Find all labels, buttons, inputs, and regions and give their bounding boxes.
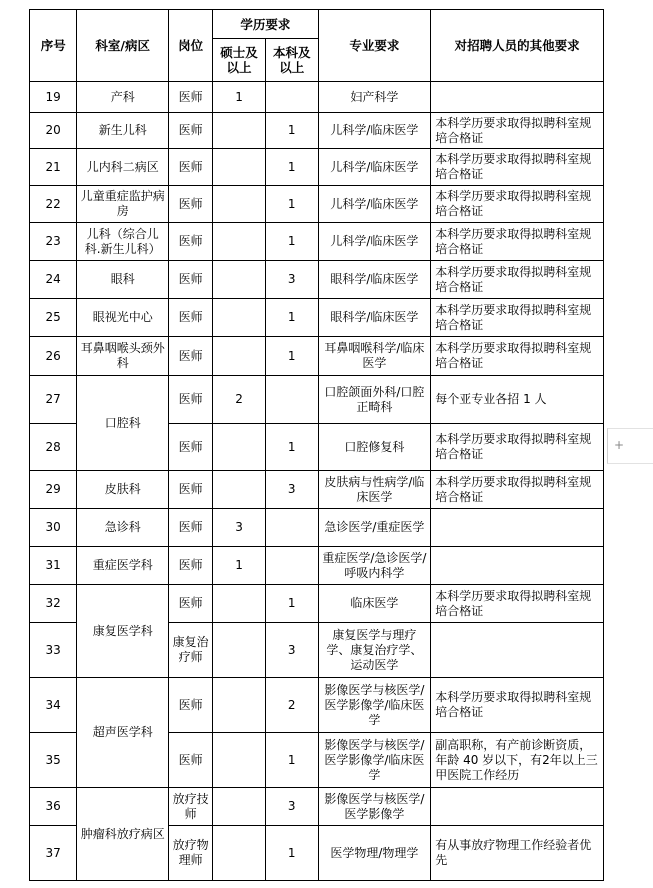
header-bachelor: 本科及以上 bbox=[265, 39, 318, 82]
cell-major: 影像医学与核医学/医学影像学/临床医学 bbox=[318, 678, 431, 733]
cell-seq: 24 bbox=[30, 261, 77, 299]
cell-dept: 儿童重症监护病房 bbox=[77, 186, 169, 223]
cell-post: 医师 bbox=[169, 113, 213, 149]
cell-dept: 耳鼻咽喉头颈外科 bbox=[77, 337, 169, 376]
cell-dept: 产科 bbox=[77, 82, 169, 113]
cell-major: 影像医学与核医学/医学影像学 bbox=[318, 788, 431, 826]
cell-dept: 康复医学科 bbox=[77, 585, 169, 678]
cell-other: 本科学历要求取得拟聘科室规培合格证 bbox=[431, 223, 604, 261]
cell-seq: 28 bbox=[30, 424, 77, 471]
cell-dept: 重症医学科 bbox=[77, 547, 169, 585]
cell-bachelor: 1 bbox=[265, 733, 318, 788]
cell-other: 本科学历要求取得拟聘科室规培合格证 bbox=[431, 585, 604, 623]
cell-post: 医师 bbox=[169, 585, 213, 623]
cell-major: 儿科学/临床医学 bbox=[318, 186, 431, 223]
cell-bachelor: 1 bbox=[265, 149, 318, 186]
header-seq: 序号 bbox=[30, 10, 77, 82]
cell-major: 眼科学/临床医学 bbox=[318, 261, 431, 299]
cell-major: 眼科学/临床医学 bbox=[318, 299, 431, 337]
cell-bachelor: 2 bbox=[265, 678, 318, 733]
cell-dept: 肿瘤科放疗病区 bbox=[77, 788, 169, 881]
cell-major: 临床医学 bbox=[318, 585, 431, 623]
table-row bbox=[30, 82, 604, 113]
cell-post: 医师 bbox=[169, 733, 213, 788]
cell-major: 口腔颌面外科/口腔正畸科 bbox=[318, 376, 431, 424]
cell-post: 医师 bbox=[169, 223, 213, 261]
cell-post: 医师 bbox=[169, 299, 213, 337]
cell-post: 医师 bbox=[169, 337, 213, 376]
cell-bachelor: 1 bbox=[265, 186, 318, 223]
table-row bbox=[30, 186, 604, 223]
cell-master bbox=[213, 337, 266, 376]
cell-seq: 30 bbox=[30, 509, 77, 547]
cell-post: 医师 bbox=[169, 186, 213, 223]
cell-other: 本科学历要求取得拟聘科室规培合格证 bbox=[431, 424, 604, 471]
cell-master bbox=[213, 113, 266, 149]
cell-bachelor: 3 bbox=[265, 471, 318, 509]
cell-bachelor: 1 bbox=[265, 337, 318, 376]
table-row bbox=[30, 113, 604, 149]
cell-dept: 皮肤科 bbox=[77, 471, 169, 509]
cell-major: 康复医学与理疗学、康复治疗学、运动医学 bbox=[318, 623, 431, 678]
cell-post: 医师 bbox=[169, 424, 213, 471]
cell-bachelor bbox=[265, 376, 318, 424]
cell-bachelor: 1 bbox=[265, 826, 318, 881]
cell-seq: 34 bbox=[30, 678, 77, 733]
cell-seq: 21 bbox=[30, 149, 77, 186]
cell-other: 每个亚专业各招 1 人 bbox=[431, 376, 604, 424]
cell-master bbox=[213, 149, 266, 186]
table-row bbox=[30, 299, 604, 337]
cell-master bbox=[213, 299, 266, 337]
plus-icon: + bbox=[614, 438, 625, 452]
cell-post: 医师 bbox=[169, 471, 213, 509]
cell-post: 医师 bbox=[169, 149, 213, 186]
cell-other: 本科学历要求取得拟聘科室规培合格证 bbox=[431, 471, 604, 509]
cell-master: 2 bbox=[213, 376, 266, 424]
cell-master bbox=[213, 186, 266, 223]
header-other: 对招聘人员的其他要求 bbox=[431, 10, 604, 82]
cell-other: 有从事放疗物理工作经验者优先 bbox=[431, 826, 604, 881]
cell-major: 耳鼻咽喉科学/临床医学 bbox=[318, 337, 431, 376]
cell-dept: 急诊科 bbox=[77, 509, 169, 547]
cell-major: 妇产科学 bbox=[318, 82, 431, 113]
cell-major: 儿科学/临床医学 bbox=[318, 113, 431, 149]
cell-bachelor: 1 bbox=[265, 223, 318, 261]
cell-other bbox=[431, 509, 604, 547]
recruitment-table-container bbox=[29, 9, 604, 881]
cell-seq: 27 bbox=[30, 376, 77, 424]
cell-master bbox=[213, 788, 266, 826]
cell-post: 放疗物理师 bbox=[169, 826, 213, 881]
cell-master: 1 bbox=[213, 82, 266, 113]
cell-bachelor bbox=[265, 82, 318, 113]
cell-bachelor: 1 bbox=[265, 585, 318, 623]
cell-seq: 37 bbox=[30, 826, 77, 881]
header-row-1 bbox=[30, 10, 604, 39]
cell-master: 3 bbox=[213, 509, 266, 547]
header-major: 专业要求 bbox=[318, 10, 431, 82]
table-row bbox=[30, 471, 604, 509]
cell-seq: 25 bbox=[30, 299, 77, 337]
cell-other bbox=[431, 547, 604, 585]
table-row bbox=[30, 678, 604, 733]
table-row bbox=[30, 547, 604, 585]
cell-dept: 眼视光中心 bbox=[77, 299, 169, 337]
cell-seq: 20 bbox=[30, 113, 77, 149]
cell-major: 口腔修复科 bbox=[318, 424, 431, 471]
header-dept: 科室/病区 bbox=[77, 10, 169, 82]
cell-dept: 眼科 bbox=[77, 261, 169, 299]
table-row bbox=[30, 223, 604, 261]
cell-post: 放疗技师 bbox=[169, 788, 213, 826]
cell-dept: 口腔科 bbox=[77, 376, 169, 471]
table-row bbox=[30, 585, 604, 623]
cell-bachelor: 1 bbox=[265, 113, 318, 149]
cell-bachelor: 3 bbox=[265, 623, 318, 678]
cell-seq: 31 bbox=[30, 547, 77, 585]
cell-bachelor: 3 bbox=[265, 788, 318, 826]
cell-post: 医师 bbox=[169, 547, 213, 585]
cell-other: 本科学历要求取得拟聘科室规培合格证 bbox=[431, 678, 604, 733]
cell-other: 本科学历要求取得拟聘科室规培合格证 bbox=[431, 149, 604, 186]
cell-bachelor: 1 bbox=[265, 299, 318, 337]
cell-dept: 新生儿科 bbox=[77, 113, 169, 149]
recruitment-table bbox=[29, 9, 604, 881]
cell-seq: 33 bbox=[30, 623, 77, 678]
cell-bachelor bbox=[265, 509, 318, 547]
cell-other: 本科学历要求取得拟聘科室规培合格证 bbox=[431, 337, 604, 376]
cell-seq: 35 bbox=[30, 733, 77, 788]
cell-other: 副高职称，有产前诊断资质，年龄 40 岁以下，有2年以上三甲医院工作经历 bbox=[431, 733, 604, 788]
cell-master bbox=[213, 826, 266, 881]
table-row bbox=[30, 509, 604, 547]
cell-major: 皮肤病与性病学/临床医学 bbox=[318, 471, 431, 509]
cell-other: 本科学历要求取得拟聘科室规培合格证 bbox=[431, 186, 604, 223]
cell-seq: 36 bbox=[30, 788, 77, 826]
cell-master bbox=[213, 678, 266, 733]
cell-master bbox=[213, 733, 266, 788]
cell-master bbox=[213, 424, 266, 471]
table-row bbox=[30, 376, 604, 424]
header-edu: 学历要求 bbox=[213, 10, 318, 39]
cell-post: 医师 bbox=[169, 678, 213, 733]
cell-other: 本科学历要求取得拟聘科室规培合格证 bbox=[431, 113, 604, 149]
cell-post: 医师 bbox=[169, 261, 213, 299]
side-expand-handle[interactable] bbox=[607, 428, 653, 464]
cell-major: 儿科学/临床医学 bbox=[318, 149, 431, 186]
cell-master bbox=[213, 623, 266, 678]
cell-master: 1 bbox=[213, 547, 266, 585]
cell-bachelor bbox=[265, 547, 318, 585]
cell-major: 医学物理/物理学 bbox=[318, 826, 431, 881]
cell-bachelor: 3 bbox=[265, 261, 318, 299]
cell-master bbox=[213, 223, 266, 261]
cell-bachelor: 1 bbox=[265, 424, 318, 471]
cell-seq: 29 bbox=[30, 471, 77, 509]
cell-dept: 儿科（综合儿科.新生儿科） bbox=[77, 223, 169, 261]
cell-seq: 32 bbox=[30, 585, 77, 623]
cell-post: 康复治疗师 bbox=[169, 623, 213, 678]
cell-post: 医师 bbox=[169, 376, 213, 424]
header-post: 岗位 bbox=[169, 10, 213, 82]
cell-other bbox=[431, 788, 604, 826]
table-row bbox=[30, 149, 604, 186]
cell-seq: 22 bbox=[30, 186, 77, 223]
cell-seq: 26 bbox=[30, 337, 77, 376]
cell-major: 重症医学/急诊医学/呼吸内科学 bbox=[318, 547, 431, 585]
header-master: 硕士及以上 bbox=[213, 39, 266, 82]
cell-post: 医师 bbox=[169, 509, 213, 547]
cell-seq: 19 bbox=[30, 82, 77, 113]
cell-master bbox=[213, 585, 266, 623]
cell-other bbox=[431, 623, 604, 678]
cell-other: 本科学历要求取得拟聘科室规培合格证 bbox=[431, 299, 604, 337]
cell-post: 医师 bbox=[169, 82, 213, 113]
cell-dept: 超声医学科 bbox=[77, 678, 169, 788]
table-row bbox=[30, 337, 604, 376]
cell-other: 本科学历要求取得拟聘科室规培合格证 bbox=[431, 261, 604, 299]
cell-master bbox=[213, 261, 266, 299]
cell-dept: 儿内科二病区 bbox=[77, 149, 169, 186]
cell-major: 急诊医学/重症医学 bbox=[318, 509, 431, 547]
table-row bbox=[30, 788, 604, 826]
cell-other bbox=[431, 82, 604, 113]
table-row bbox=[30, 261, 604, 299]
cell-major: 儿科学/临床医学 bbox=[318, 223, 431, 261]
cell-master bbox=[213, 471, 266, 509]
cell-seq: 23 bbox=[30, 223, 77, 261]
cell-major: 影像医学与核医学/医学影像学/临床医学 bbox=[318, 733, 431, 788]
